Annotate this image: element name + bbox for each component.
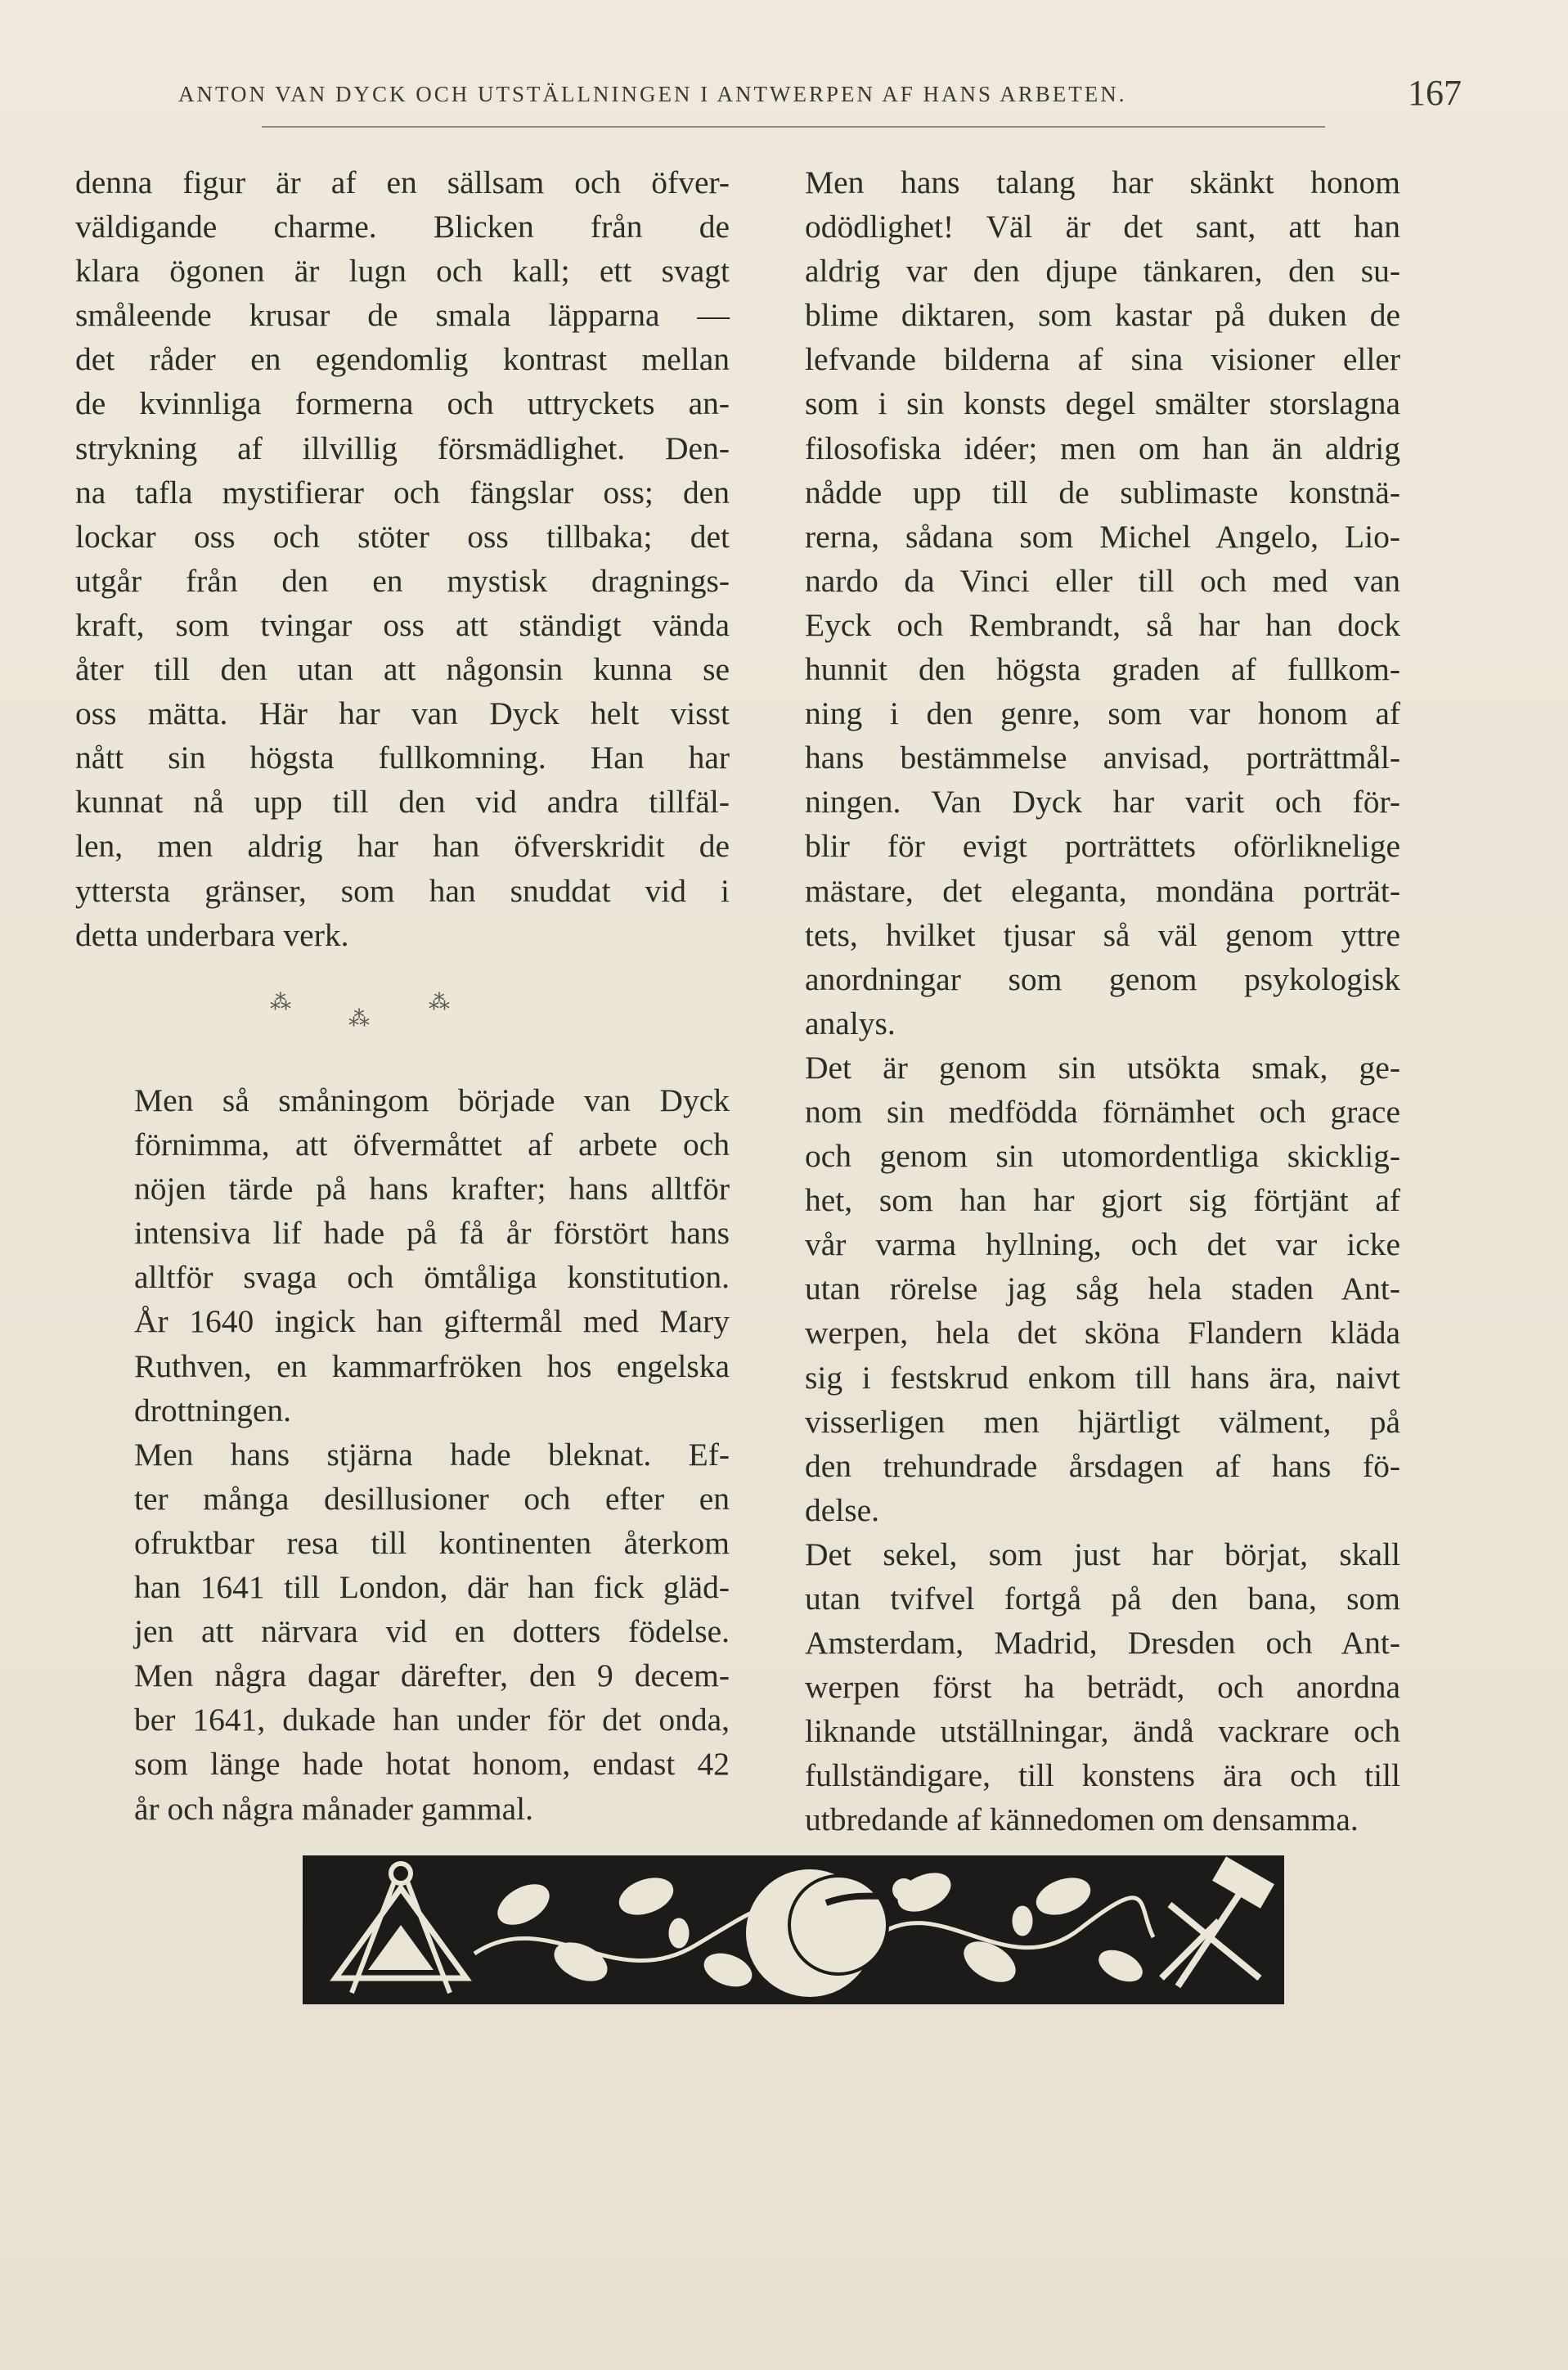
text-line: Amsterdam, Madrid, Dresden och Ant-: [805, 1625, 1400, 1662]
text-line: det råder en egendomlig kontrast mellan: [75, 341, 730, 378]
asterism-star: ⁂: [429, 991, 450, 1014]
text-line: mästare, det eleganta, mondäna porträt-: [805, 872, 1400, 909]
text-line: delse.: [805, 1491, 880, 1528]
text-line: jen att närvara vid en dotters födelse.: [134, 1613, 730, 1650]
text-line: och genom sin utomordentliga skicklig-: [805, 1138, 1400, 1175]
text-line: År 1640 ingick han giftermål med Mary: [134, 1303, 730, 1340]
text-line: förnimma, att öfvermåttet af arbete och: [134, 1127, 730, 1163]
text-line: blime diktaren, som kastar på duken de: [805, 297, 1400, 334]
text-line: het, som han har gjort sig förtjänt af: [805, 1182, 1400, 1219]
text-line: Men så småningom började van Dyck: [134, 1082, 730, 1118]
text-line: nådde upp till de sublimaste konstnä-: [805, 474, 1400, 510]
text-line: lefvande bilderna af sina visioner eller: [805, 341, 1400, 378]
left-column: [75, 160, 730, 957]
text-line: liknande utställningar, ändå vackrare och: [805, 1713, 1400, 1750]
text-line: yttersta gränser, som han snuddat vid i: [75, 872, 730, 909]
text-line: blir för evigt porträttets oförliknelige: [805, 828, 1400, 865]
text-line: Det är genom sin utsökta smak, ge-: [805, 1049, 1400, 1086]
text-line: werpen först ha beträdt, och anordna: [805, 1669, 1400, 1706]
paragraph-left-3: [75, 1432, 730, 1831]
text-line: utgår från den en mystisk dragnings-: [75, 562, 730, 599]
text-line: Men hans stjärna hade bleknat. Ef-: [134, 1436, 730, 1473]
text-line: rerna, sådana som Michel Angelo, Lio-: [805, 518, 1400, 555]
text-line: intensiva lif hade på få år förstört hans: [134, 1215, 730, 1252]
page-number: 167: [1408, 73, 1462, 113]
text-line: detta underbara verk.: [75, 916, 349, 953]
text-line: år och några månader gammal.: [134, 1790, 534, 1827]
running-title: ANTON VAN DYCK OCH UTSTÄLLNINGEN I ANTWERPEN AF HANS ARBETEN.: [178, 82, 1127, 106]
right-column: [746, 160, 1400, 1842]
text-line: vår varma hyllning, och det var icke: [805, 1226, 1400, 1263]
text-line: ofruktbar resa till kontinenten återkom: [134, 1524, 730, 1561]
text-line: denna figur är af en sällsam och öfver-: [75, 164, 730, 200]
text-line: oss mätta. Här har van Dyck helt visst: [75, 695, 730, 732]
text-line: drottningen.: [134, 1392, 291, 1428]
text-line: hunnit den högsta graden af fullkom-: [805, 651, 1400, 688]
asterism-star: ⁂: [348, 1007, 370, 1031]
paragraph-left-2: [75, 1078, 730, 1432]
tailpiece-vignette-icon: [303, 1855, 1284, 2004]
text-line: Ruthven, en kammarfröken hos engelska: [134, 1347, 730, 1384]
text-line: de kvinnliga formerna och uttryckets an-: [75, 385, 730, 422]
text-line: ning i den genre, som var honom af: [805, 695, 1400, 732]
text-line: na tafla mystifierar och fängslar oss; den: [75, 474, 730, 510]
text-line: sig i festskrud enkom till hans ära, naivt: [805, 1359, 1400, 1396]
paragraph-right-2: [746, 1046, 1400, 1532]
text-line: hans bestämmelse anvisad, porträttmål-: [805, 740, 1400, 776]
paragraph-right-1: [746, 160, 1400, 1046]
text-line: analys.: [805, 1005, 896, 1041]
text-line: tets, hvilket tjusar så väl genom yttre: [805, 916, 1400, 953]
paragraph-right-3: [746, 1532, 1400, 1842]
left-column-lower: [75, 1078, 730, 1831]
text-line: som länge hade hotat honom, endast 42: [134, 1746, 730, 1783]
section-separator: [75, 986, 730, 1051]
text-line: filosofiska idéer; men om han än aldrig: [805, 429, 1400, 466]
text-line: fullständigare, till konstens ära och till: [805, 1757, 1400, 1794]
text-line: strykning af illvillig försmädlighet. Den-: [75, 429, 730, 466]
running-head: [74, 75, 1494, 124]
asterism-star: ⁂: [270, 991, 291, 1014]
text-line: ber 1641, dukade han under för det onda,: [134, 1702, 730, 1738]
text-line: len, men aldrig har han öfverskridit de: [75, 828, 730, 865]
text-line: utan tvifvel fortgå på den bana, som: [805, 1581, 1400, 1617]
text-line: alltför svaga och ömtåliga konstitution.: [134, 1259, 730, 1296]
text-line: den trehundrade årsdagen af hans fö-: [805, 1447, 1400, 1484]
text-line: Men några dagar därefter, den 9 decem-: [134, 1657, 730, 1694]
text-line: Men hans talang har skänkt honom: [805, 164, 1400, 200]
text-line: kunnat nå upp till den vid andra tillfäl-: [75, 784, 730, 821]
text-line: nått sin högsta fullkomning. Han har: [75, 740, 730, 776]
text-line: ningen. Van Dyck har varit och för-: [805, 784, 1400, 821]
text-line: som i sin konsts degel smälter storslagna: [805, 385, 1400, 422]
text-line: ter många desillusioner och efter en: [134, 1480, 730, 1517]
text-line: utan rörelse jag såg hela staden Ant-: [805, 1270, 1400, 1307]
text-line: werpen, hela det sköna Flandern kläda: [805, 1315, 1400, 1351]
text-line: åter till den utan att någonsin kunna se: [75, 651, 730, 688]
text-line: nardo da Vinci eller till och med van: [805, 562, 1400, 599]
paragraph-left-1: [75, 160, 730, 957]
text-line: klara ögonen är lugn och kall; ett svagt: [75, 253, 730, 290]
text-line: anordningar som genom psykologisk: [805, 960, 1400, 997]
text-line: visserligen men hjärtligt välment, på: [805, 1403, 1400, 1440]
text-line: nöjen tärde på hans krafter; hans alltför: [134, 1171, 730, 1207]
text-line: kraft, som tvingar oss att ständigt vända: [75, 606, 730, 643]
text-line: småleende krusar de smala läpparna —: [75, 297, 730, 334]
text-line: lockar oss och stöter oss tillbaka; det: [75, 518, 730, 555]
text-line: utbredande af kännedomen om densamma.: [805, 1801, 1359, 1838]
text-line: Det sekel, som just har börjat, skall: [805, 1536, 1400, 1572]
text-line: odödlighet! Väl är det sant, att han: [805, 209, 1400, 245]
text-line: aldrig var den djupe tänkaren, den su-: [805, 253, 1400, 290]
text-line: nom sin medfödda förnämhet och grace: [805, 1093, 1400, 1130]
text-line: han 1641 till London, där han fick gläd-: [134, 1569, 730, 1606]
header-rule: [262, 126, 1325, 128]
text-line: väldigande charme. Blicken från de: [75, 209, 730, 245]
text-line: Eyck och Rembrandt, så har han dock: [805, 606, 1400, 643]
